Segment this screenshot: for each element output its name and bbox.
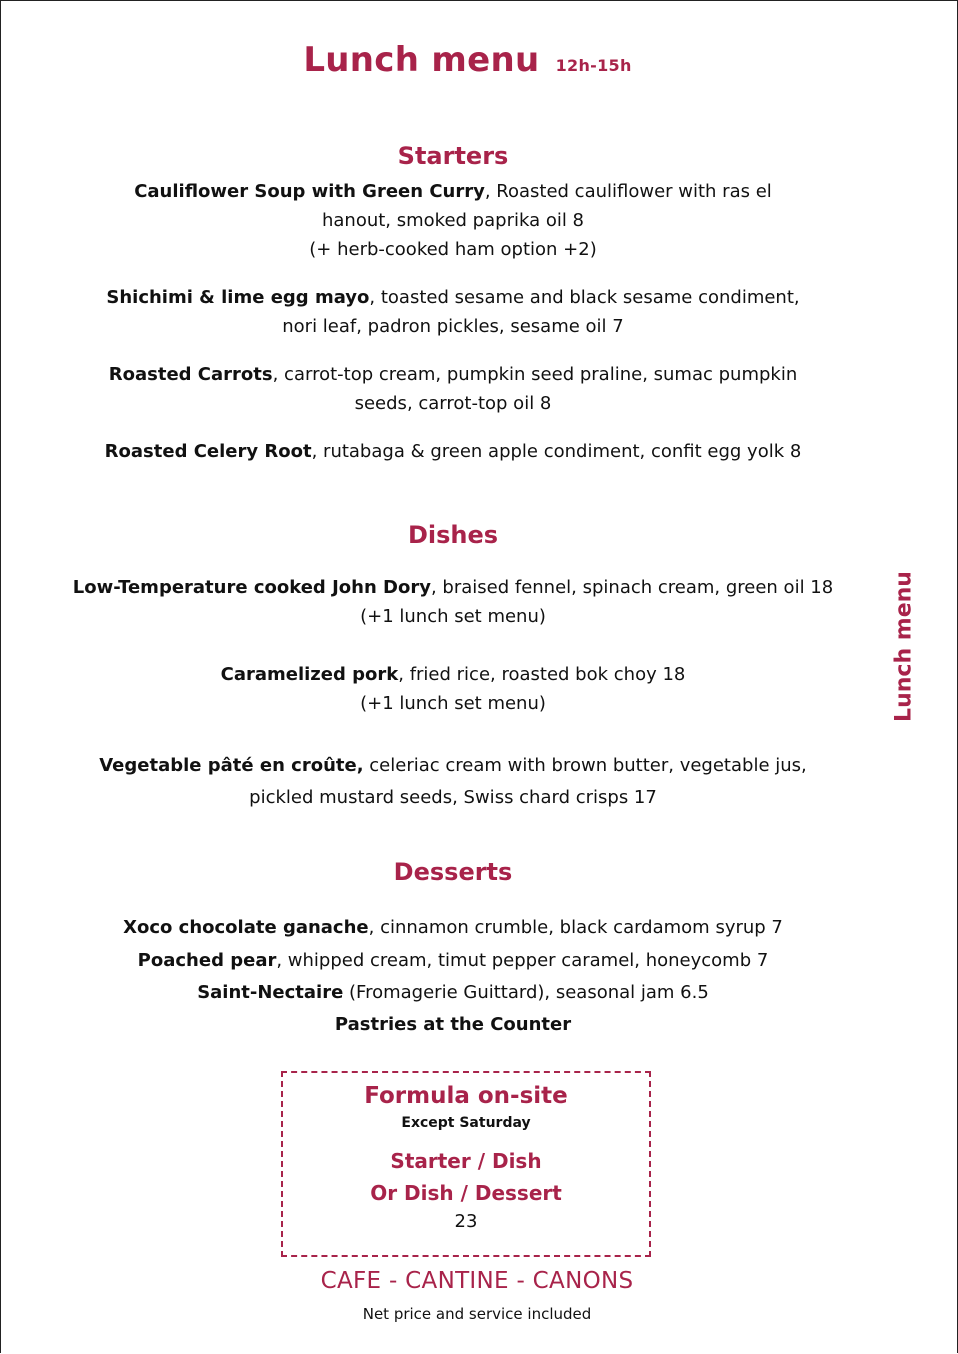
dish-item — [40, 660, 866, 718]
item-desc: , braised fennel, spinach cream, green oil 18 — [430, 577, 834, 598]
starter-item — [40, 283, 866, 341]
formula-option: Starter / Dish — [390, 1149, 542, 1173]
formula-title: Formula on-site — [364, 1083, 568, 1109]
service-hours: 12h-15h — [555, 56, 632, 75]
starter-item — [40, 177, 866, 264]
item-desc: pickled mustard seeds, Swiss chard crisps 17 — [249, 787, 657, 808]
item-name: Xoco chocolate ganache — [123, 917, 369, 938]
item-name: Pastries at the Counter — [334, 1014, 572, 1035]
dessert-item — [0, 978, 906, 1007]
item-desc: (Fromagerie Guittard), seasonal jam 6.5 — [343, 982, 709, 1003]
starters-heading: Starters — [397, 142, 509, 170]
footer-note: Net price and service included — [362, 1305, 592, 1323]
formula-box — [281, 1071, 651, 1257]
item-desc: , rutabaga & green apple condiment, confit egg yolk 8 — [311, 441, 802, 462]
item-name: Saint-Nectaire — [197, 982, 344, 1003]
starter-item — [40, 437, 866, 466]
item-option: (+1 lunch set menu) — [360, 693, 546, 714]
footer-brand: CAFE - CANTINE - CANONS — [320, 1268, 634, 1294]
item-name: Shichimi & lime egg mayo — [106, 287, 370, 308]
dish-item — [40, 573, 866, 631]
item-option: (+1 lunch set menu) — [360, 606, 546, 627]
item-name: Vegetable pâté en croûte, — [99, 755, 364, 776]
formula-note: Except Saturday — [401, 1115, 531, 1131]
formula-option: Or Dish / Dessert — [370, 1181, 562, 1205]
item-desc: , toasted sesame and black sesame condiment, — [369, 287, 800, 308]
item-option: (+ herb-cooked ham option +2) — [309, 239, 597, 260]
item-desc: seeds, carrot-top oil 8 — [354, 393, 552, 414]
item-name: Roasted Celery Root — [104, 441, 312, 462]
item-name: Cauliflower Soup with Green Curry — [134, 181, 485, 202]
dishes-heading: Dishes — [407, 521, 499, 549]
item-name: Roasted Carrots — [108, 364, 273, 385]
dessert-item — [0, 946, 906, 975]
item-desc: hanout, smoked paprika oil 8 — [321, 210, 585, 231]
item-desc: , Roasted cauliflower with ras el — [484, 181, 772, 202]
dish-item — [40, 750, 866, 814]
item-desc: nori leaf, padron pickles, sesame oil 7 — [282, 316, 624, 337]
item-desc: , cinnamon crumble, black cardamom syrup 7 — [368, 917, 783, 938]
item-desc: , whipped cream, timut pepper caramel, honeycomb 7 — [276, 950, 769, 971]
item-name: Low-Temperature cooked John Dory — [72, 577, 431, 598]
page-title — [0, 40, 935, 80]
item-desc: , carrot-top cream, pumpkin seed praline, sumac pumpkin — [272, 364, 798, 385]
item-name: Poached pear — [137, 950, 277, 971]
dessert-item — [0, 1010, 906, 1039]
dessert-item — [0, 913, 906, 942]
title-text: Lunch menu — [303, 40, 540, 80]
formula-price: 23 — [454, 1211, 478, 1232]
desserts-heading: Desserts — [393, 858, 513, 886]
item-name: Caramelized pork — [220, 664, 399, 685]
item-desc: celeriac cream with brown butter, vegetable jus, — [363, 755, 807, 776]
item-desc: , fried rice, roasted bok choy 18 — [398, 664, 686, 685]
starter-item — [40, 360, 866, 418]
side-label: Lunch menu — [891, 571, 917, 722]
